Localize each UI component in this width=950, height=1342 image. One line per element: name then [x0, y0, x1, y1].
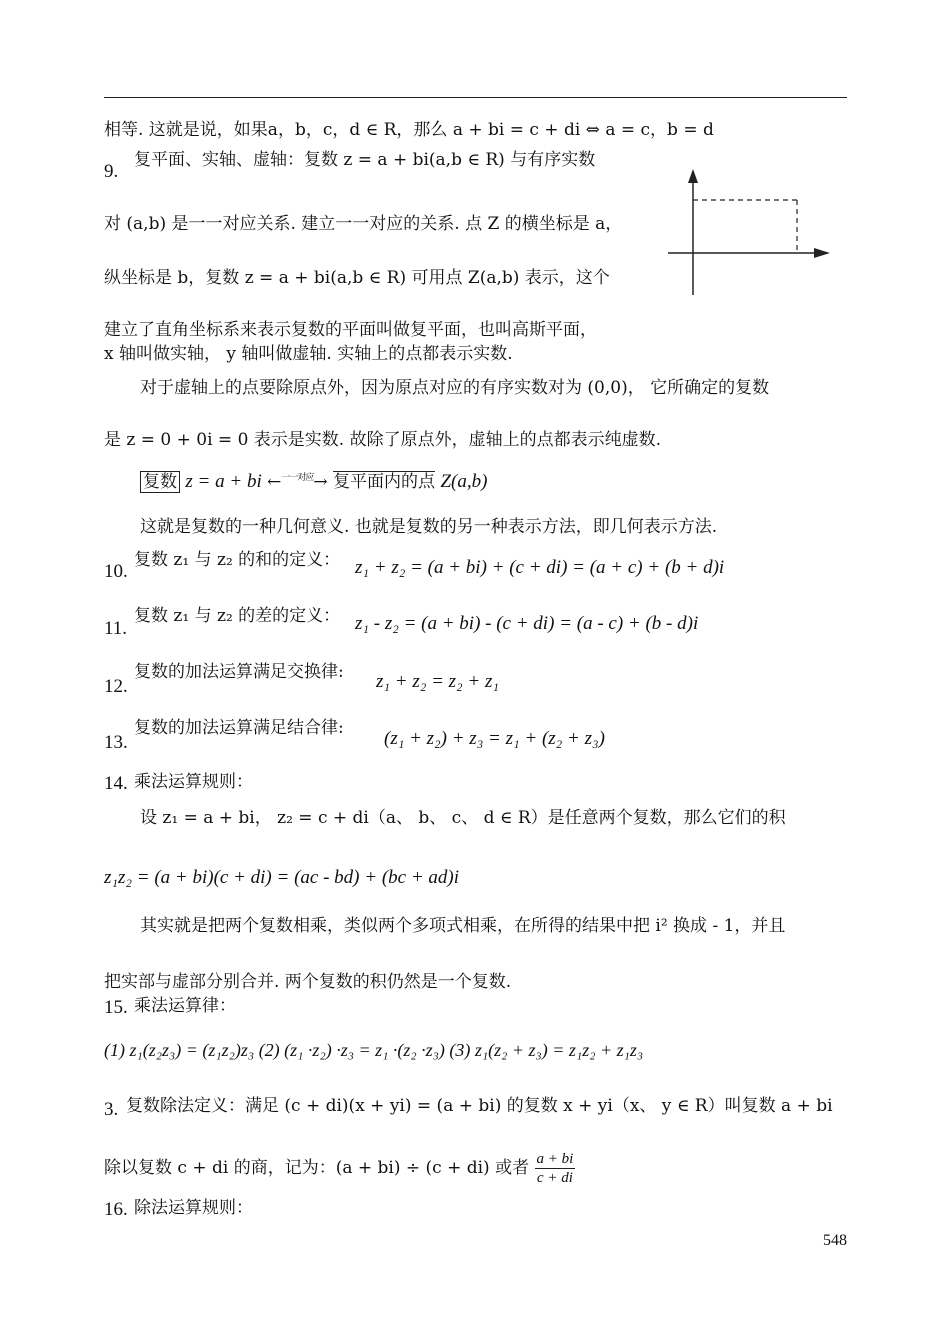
formula: (z₁ + z₂) + z₃ = z₁ + (z₂ + z₃)	[384, 728, 605, 749]
formula: z₁ + z₂ = z₂ + z₁	[376, 671, 499, 692]
text-line: 复数除法定义：满足 (c + di)(x + yi) = (a + bi) 的复数 x + yi（x、 y ∈ R）叫复数 a + bi	[126, 1096, 833, 1116]
text-line: 纵坐标是 b，复数 z = a + bi(a,b ∈ R) 可用点 Z(a,b) 表示，这个	[104, 268, 610, 288]
text-line: 乘法运算律：	[134, 996, 236, 1016]
expr-z: z = a + bi	[185, 471, 262, 492]
text-line: 复数 z₁ 与 z₂ 的和的定义：	[134, 550, 341, 570]
text-line: 复平面、实轴、虚轴：复数 z = a + bi(a,b ∈ R) 与有序实数	[134, 150, 596, 170]
text-line: 除以复数 c + di 的商，记为：(a + bi) ÷ (c + di) 或者 $\frac{a + bi}{c + di}$	[104, 1151, 574, 1186]
left-arrow-icon: ←	[267, 472, 282, 492]
fraction	[535, 1150, 576, 1187]
complex-plane-diagram	[660, 165, 840, 300]
text-line: 复数的加法运算满足结合律:	[134, 718, 344, 738]
text-line: 对 (a,b) 是一一对应关系. 建立一一对应的关系. 点 Z 的横坐标是 a，	[104, 214, 623, 234]
text-line: 设 z₁ = a + bi， z₂ = c + di（a、 b、 c、 d ∈ R）是任意两个复数，那么它们的积	[140, 808, 786, 828]
expr-Z: Z(a,b)	[440, 471, 488, 492]
box-plane-point: 复平面内的点	[333, 472, 436, 492]
text-line: 复数 z₁ 与 z₂ 的差的定义：	[134, 606, 341, 626]
text-line: 对于虚轴上的点要除原点外，因为原点对应的有序实数对为 (0,0)， 它所确定的复数	[140, 378, 770, 398]
item-number: 10.	[104, 561, 128, 582]
item-number: 3.	[104, 1099, 119, 1120]
text-line: 相等. 这就是说，如果a，b，c，d ∈ R，那么 a + bi = c + di ⇔ a = c，b = d	[104, 120, 714, 140]
box-complex-number: 复数	[140, 471, 180, 493]
text-line: 建立了直角坐标系来表示复数的平面叫做复平面，也叫高斯平面，	[104, 320, 597, 340]
y-axis-arrow-icon	[688, 169, 698, 183]
text-line: 其实就是把两个复数相乘，类似两个多项式相乘，在所得的结果中把 i² 换成 - 1，并且	[140, 916, 786, 936]
formula: (1) z₁(z₂z₃) = (z₁z₂)z₃ (2) (z₁ ·z₂) ·z₃ = z₁ ·(z₂ ·z₃) (3) z₁(z₂ + z₃) = z₁z₂ + z₁z₃	[104, 1040, 644, 1060]
item-number: 9.	[104, 161, 119, 182]
item-number: 14.	[104, 773, 128, 794]
correspondence-line	[140, 470, 487, 497]
text-line: 乘法运算规则：	[134, 772, 253, 792]
x-axis-arrow-icon	[814, 248, 830, 258]
item-number: 11.	[104, 618, 128, 639]
text-line: 把实部与虚部分别合并. 两个复数的积仍然是一个复数.	[104, 972, 512, 992]
text-line: 是 z = 0 + 0i = 0 表示是实数. 故除了原点外，虚轴上的点都表示纯虚数.	[104, 430, 662, 450]
text-line: 复数的加法运算满足交换律:	[134, 662, 344, 682]
right-arrow-icon: →	[313, 472, 328, 492]
text-line: x 轴叫做实轴， y 轴叫做虚轴. 实轴上的点都表示实数.	[104, 344, 513, 364]
fraction-denominator: c + di	[536, 1170, 573, 1186]
text-line: 除法运算规则：	[134, 1198, 253, 1218]
item-number: 13.	[104, 732, 128, 753]
text-line: 这就是复数的一种几何意义. 也就是复数的另一种表示方法，即几何表示方法.	[140, 517, 718, 537]
item-number: 12.	[104, 676, 128, 697]
header-rule	[104, 97, 847, 98]
formula: z₁ - z₂ = (a + bi) - (c + di) = (a - c) + (b - d)i	[355, 613, 699, 634]
item-number: 16.	[104, 1199, 128, 1220]
page-number: 548	[823, 1232, 847, 1249]
fraction-numerator: a + bi	[536, 1151, 574, 1167]
formula: z₁ + z₂ = (a + bi) + (c + di) = (a + c) + (b + d)i	[355, 557, 725, 578]
formula: z₁z₂ = (a + bi)(c + di) = (ac - bd) + (bc + ad)i	[104, 867, 460, 888]
arrow-label: 一一对应	[281, 473, 314, 483]
item-number: 15.	[104, 997, 128, 1018]
